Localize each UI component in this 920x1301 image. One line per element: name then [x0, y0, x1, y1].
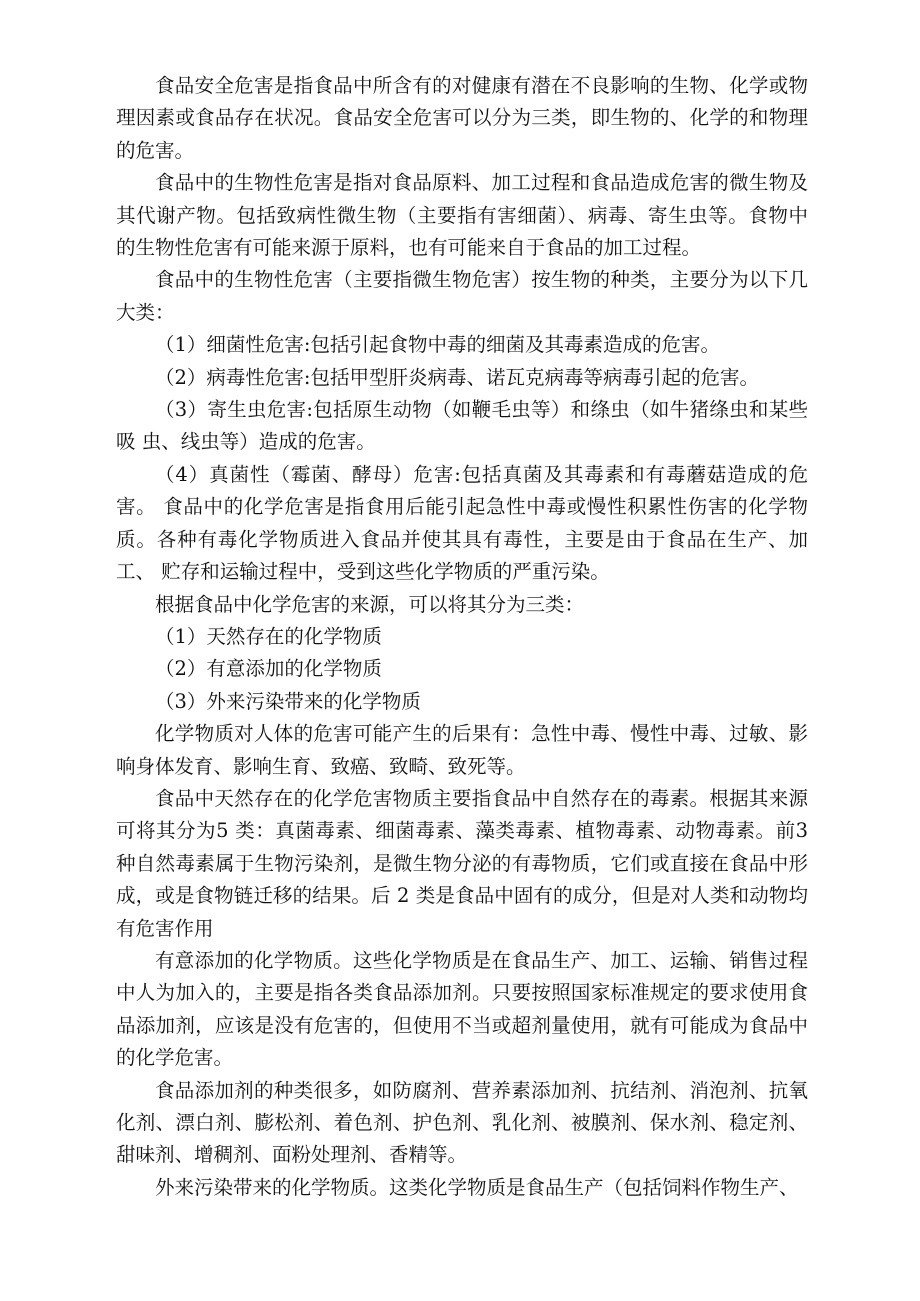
paragraph-biological-hazard-definition: 食品中的生物性危害是指对食品原料、加工过程和食品造成危害的微生物及其代谢产物。包括致病性微生物（主要指有害细菌）、病毒、寄生虫等。食物中的生物性危害有可能来源于原料，也有可能来自于食品的加工过程。 [116, 171, 808, 260]
paragraph-external-contamination: 外来污染带来的化学物质。这类化学物质是食品生产（包括饲料作物生产、 [155, 1175, 799, 1199]
paragraph-chemical-hazard-sources: 根据食品中化学危害的来源，可以将其分为三类： [155, 592, 585, 616]
paragraph-intentional-additives: 有意添加的化学物质。这些化学物质是在食品生产、加工、运输、销售过程中人为加入的，主要是指各类食品添加剂。只要按照国家标准规定的要求使用食品添加剂，应该是没有危害的，但使用不当或超剂量使用，就有可能成为食品中的化学危害。 [116, 948, 808, 1070]
list-item-fungal-hazard-and-chemical-definition: （4）真菌性（霉菌、酵母）危害:包括真菌及其毒素和有毒蘑菇造成的危害。 食品中的化学危害是指食用后能引起急性中毒或慢性积累性伤害的化学物质。各种有毒化学物质进入食品并使其具有毒性，主要是由于食品在生产、加工、 贮存和运输过程中，受到这些化学物质的严重污染。 [116, 462, 808, 584]
paragraph-chemical-harm-consequences: 化学物质对人体的危害可能产生的后果有：急性中毒、慢性中毒、过敏、影响身体发育、影响生育、致癌、致畸、致死等。 [116, 722, 808, 778]
paragraph-additive-types: 食品添加剂的种类很多，如防腐剂、营养素添加剂、抗结剂、消泡剂、抗氧化剂、漂白剂、膨松剂、着色剂、护色剂、乳化剂、被膜剂、保水剂、稳定剂、甜味剂、增稠剂、面粉处理剂、香精等。 [116, 1078, 808, 1167]
document-page [116, 70, 808, 1204]
list-item-bacterial-hazard: （1）细菌性危害:包括引起食物中毒的细菌及其毒素造成的危害。 [155, 333, 720, 357]
list-item-viral-hazard: （2）病毒性危害:包括甲型肝炎病毒、诺瓦克病毒等病毒引起的危害。 [155, 365, 759, 389]
paragraph-natural-toxins: 食品中天然存在的化学危害物质主要指食品中自然存在的毒素。根据其来源可将其分为5 类：真菌毒素、细菌毒素、藻类毒素、植物毒素、动物毒素。前3 种自然毒素属于生物污染剂，是微生物分泌的有毒物质，它们或直接在食品中形成，或是食物链迁移的结果。后 2 类是食品中固有的成分，但是对人类和动物均有危害作用 [116, 786, 808, 940]
paragraph-biological-hazard-categories: 食品中的生物性危害（主要指微生物危害）按生物的种类，主要分为以下几大类： [116, 268, 808, 324]
list-item-natural-chemicals: （1）天然存在的化学物质 [155, 624, 382, 648]
list-item-parasite-hazard: （3）寄生虫危害:包括原生动物（如鞭毛虫等）和绦虫（如牛猪绦虫和某些吸 虫、线虫等）造成的危害。 [116, 398, 808, 454]
list-item-external-contamination: （3）外来污染带来的化学物质 [155, 689, 421, 713]
list-item-intentional-additives: （2）有意添加的化学物质 [155, 657, 382, 681]
paragraph-food-safety-hazard-definition: 食品安全危害是指食品中所含有的对健康有潜在不良影响的生物、化学或物理因素或食品存在状况。食品安全危害可以分为三类，即生物的、化学的和物理的危害。 [116, 74, 808, 162]
